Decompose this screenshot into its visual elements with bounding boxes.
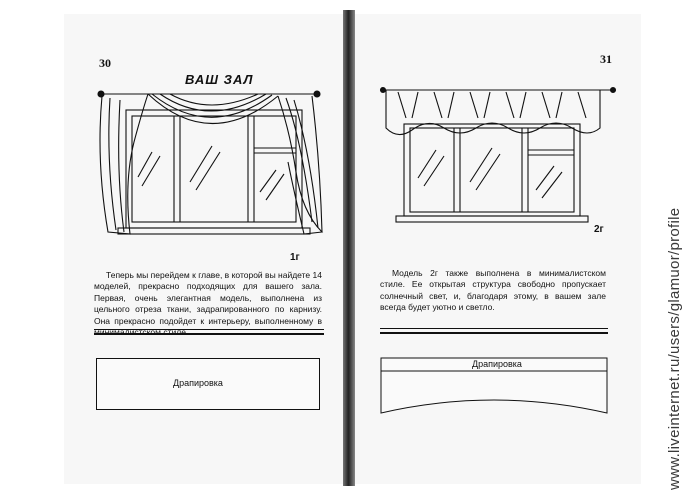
curtain-illustration-2	[378, 78, 618, 238]
draping-label-left: Драпировка	[173, 378, 223, 388]
right-page-number: 31	[600, 52, 612, 66]
left-rule-thick	[94, 333, 324, 335]
right-rule-thin	[380, 328, 608, 329]
draping-label-right: Драпировка	[472, 359, 522, 369]
left-page-number: 30	[99, 56, 111, 70]
curtain-illustration-1	[90, 82, 330, 257]
figure-label-2: 2г	[594, 224, 604, 235]
right-rule-thick	[380, 332, 608, 334]
watermark-url: www.liveinternet.ru/users/glamuor/profile	[666, 207, 683, 490]
left-paragraph: Теперь мы перейдем к главе, в которой вы найдете 14 моделей, прекрасно подходящих для вашего зала. Первая, очень элегантная модель, выполнена из цельного отреза ткани, задрапированного по карнизу. Она прекрасно подойдет к интерьеру, выполненному в	[94, 270, 322, 326]
figure-label-1: 1г	[290, 252, 300, 263]
page-title: ВАШ ЗАЛ	[185, 72, 254, 87]
right-paragraph: Модель 2г также выполнена в минималистском стиле. Ее открытая структура свободно пропускает солнечный свет, и, благодаря этому, в вашем зале всегда будет уютно и светло.	[380, 268, 606, 313]
left-rule-thin	[94, 329, 324, 330]
book-gutter	[343, 10, 355, 486]
draping-box-right	[472, 359, 522, 369]
draping-box-left	[96, 358, 320, 410]
